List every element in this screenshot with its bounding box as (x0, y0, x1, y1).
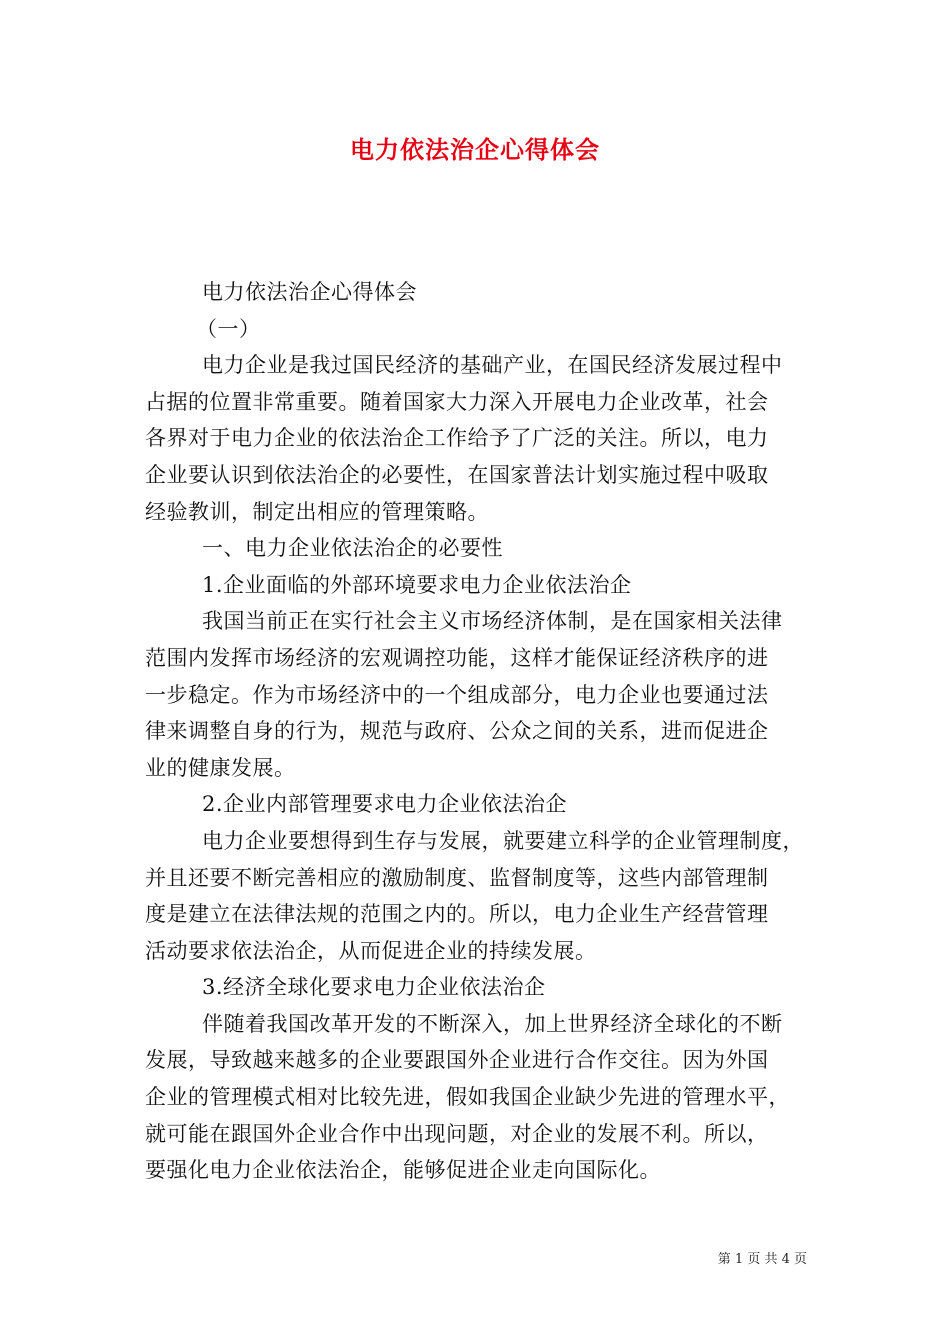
text-line: 发展，导致越来越多的企业要跟国外企业进行合作交往。因为外国 (145, 1048, 769, 1073)
text-line: 度是建立在法律法规的范围之内的。所以，电力企业生产经营管理 (145, 902, 769, 927)
text-line: 3.经济全球化要求电力企业依法治企 (202, 975, 546, 1000)
text-line: 业的健康发展。 (145, 755, 296, 780)
text-line: 2.企业内部管理要求电力企业依法治企 (202, 792, 568, 817)
text-line: 各界对于电力企业的依法治企工作给予了广泛的关注。所以，电力 (145, 426, 769, 451)
text-line: 1.企业面临的外部环境要求电力企业依法治企 (202, 572, 632, 597)
text-line: 电力企业要想得到生存与发展，就要建立科学的企业管理制度， (202, 828, 804, 853)
text-line: 伴随着我国改革开发的不断深入，加上世界经济全球化的不断 (202, 1011, 783, 1036)
text-line: 一、电力企业依法治企的必要性 (202, 536, 503, 561)
text-line: 企业要认识到依法治企的必要性，在国家普法计划实施过程中吸取 (145, 462, 769, 487)
text-line: 律来调整自身的行为，规范与政府、公众之间的关系，进而促进企 (145, 719, 769, 744)
text-line: 要强化电力企业依法治企，能够促进企业走向国际化。 (145, 1158, 661, 1183)
page-title: 电力依法治企心得体会 (350, 135, 600, 164)
page-number: 第 1 页 共 4 页 (717, 1252, 807, 1267)
text-line: 一步稳定。作为市场经济中的一个组成部分，电力企业也要通过法 (145, 682, 769, 707)
text-line: 我国当前正在实行社会主义市场经济体制，是在国家相关法律 (202, 609, 783, 634)
text-line: 并且还要不断完善相应的激励制度、监督制度等，这些内部管理制 (145, 865, 769, 890)
text-line: 就可能在跟国外企业合作中出现问题，对企业的发展不利。所以， (145, 1121, 769, 1146)
text-line: （一） (196, 316, 261, 341)
text-line: 范围内发挥市场经济的宏观调控功能，这样才能保证经济秩序的进 (145, 645, 769, 670)
text-line: 电力企业是我过国民经济的基础产业，在国民经济发展过程中 (202, 353, 783, 378)
document-body (145, 274, 807, 1189)
text-line: 占据的位置非常重要。随着国家大力深入开展电力企业改革，社会 (145, 389, 769, 414)
text-line: 电力依法治企心得体会 (202, 280, 417, 304)
text-line: 活动要求依法治企，从而促进企业的持续发展。 (145, 938, 597, 963)
text-line: 经验教训，制定出相应的管理策略。 (145, 499, 489, 524)
text-line: 企业的管理模式相对比较先进，假如我国企业缺少先进的管理水平， (145, 1085, 790, 1110)
